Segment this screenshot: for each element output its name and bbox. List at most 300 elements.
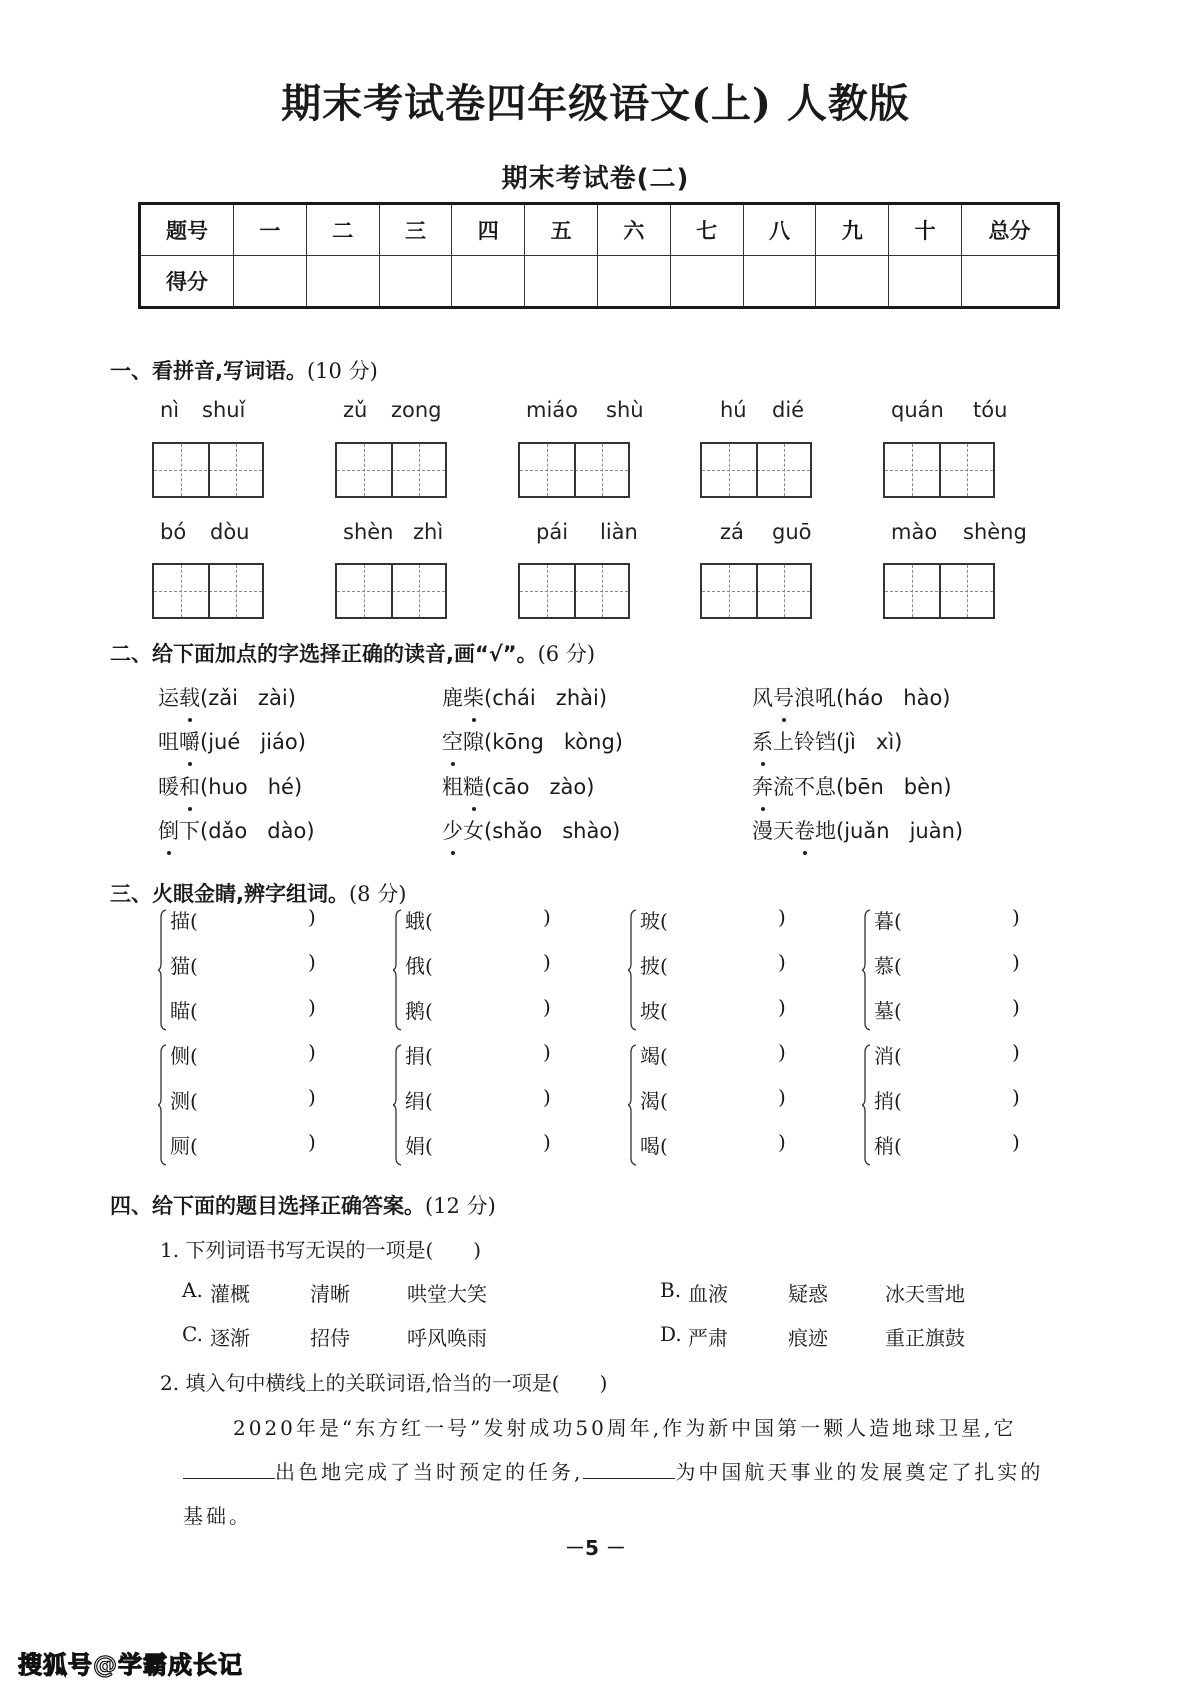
paren: ( <box>200 775 209 799</box>
character: 描 <box>170 909 190 933</box>
pinyin-syllable: shù <box>606 398 644 422</box>
passage-text-2a: 出色地完成了当时预定的任务, <box>275 1460 584 1484</box>
close-paren: ) <box>308 995 316 1019</box>
character: 捎 <box>874 1089 894 1113</box>
section1-title: 一、看拼音,写词语。 <box>110 359 307 383</box>
open-paren: ( <box>425 1134 433 1158</box>
column-header: 一 <box>234 204 307 256</box>
option-word: 重正旗鼓 <box>885 1326 965 1350</box>
grid-guide-line <box>208 444 210 496</box>
char-word-row[interactable] <box>640 995 786 1024</box>
section3-points: (8 分) <box>348 882 407 906</box>
spacer <box>536 686 556 710</box>
paren: ) <box>306 819 315 843</box>
reading-item <box>158 682 296 712</box>
close-paren: ) <box>778 1130 786 1154</box>
character: 渴 <box>640 1089 660 1113</box>
score-cell[interactable] <box>816 256 889 308</box>
option-label: B. <box>660 1278 682 1302</box>
option-word: 逐渐 <box>210 1326 250 1350</box>
option-label: D. <box>660 1322 682 1346</box>
paren: ( <box>484 686 493 710</box>
pinyin-option-2[interactable]: jiáo <box>260 730 298 754</box>
open-paren: ( <box>660 909 668 933</box>
dotted-character: 糙 <box>463 771 484 801</box>
open-paren: ( <box>660 1089 668 1113</box>
column-header: 七 <box>670 204 743 256</box>
pinyin-syllable: hú <box>720 398 747 422</box>
dotted-character: 奔 <box>752 771 773 801</box>
open-paren: ( <box>190 1044 198 1068</box>
open-paren: ( <box>425 1089 433 1113</box>
pinyin-syllable: zhì <box>413 520 444 544</box>
score-cell-total[interactable] <box>962 256 1059 308</box>
character: 猫 <box>170 954 190 978</box>
pinyin-syllable: liàn <box>600 520 638 544</box>
question2-passage-line1: 2020年是“东方红一号”发射成功50周年,作为新中国第一颗人造地球卫星,它 <box>233 1416 1017 1440</box>
question2-stem: 2. 填入句中横线上的关联词语,恰当的一项是( ) <box>160 1371 608 1395</box>
dotted-character: 柴 <box>463 682 484 712</box>
passage-text-2b: 为中国航天事业的发展奠定了扎实的 <box>675 1460 1044 1484</box>
reading-item <box>158 815 315 845</box>
pinyin-syllable: pái <box>536 520 569 544</box>
spacer <box>884 775 904 799</box>
char-group <box>628 1040 828 1170</box>
close-paren: ) <box>308 1040 316 1064</box>
char-word-row[interactable] <box>874 1085 1020 1114</box>
open-paren: ( <box>425 999 433 1023</box>
close-paren: ) <box>1012 905 1020 929</box>
char-word-row[interactable] <box>874 950 1020 979</box>
writing-grid[interactable] <box>883 563 995 619</box>
spacer <box>883 686 903 710</box>
open-paren: ( <box>894 909 902 933</box>
score-cell[interactable] <box>306 256 379 308</box>
pinyin-option-1[interactable]: chái <box>492 686 536 710</box>
option-word: 呼风唤雨 <box>407 1326 487 1350</box>
close-paren: ) <box>1012 1130 1020 1154</box>
character: 坡 <box>640 999 660 1023</box>
section4-heading <box>110 1190 496 1220</box>
pinyin-option-2[interactable]: hào <box>903 686 943 710</box>
paren: ( <box>836 730 845 754</box>
score-cell[interactable] <box>379 256 452 308</box>
char-word-row[interactable] <box>640 950 786 979</box>
page-title: 期末考试卷四年级语文(上) 人教版 <box>281 80 910 127</box>
column-header: 八 <box>743 204 816 256</box>
open-paren: ( <box>190 999 198 1023</box>
word-suffix: 隙 <box>463 730 484 754</box>
close-paren: ) <box>308 905 316 929</box>
character: 蛾 <box>405 909 425 933</box>
paren: ( <box>200 730 209 754</box>
section4-points: (12 分) <box>425 1194 496 1218</box>
reading-item <box>442 726 623 756</box>
pinyin-syllable: miáo <box>526 398 579 422</box>
option-word: 严肃 <box>688 1326 728 1350</box>
writing-grid[interactable] <box>335 442 447 498</box>
pinyin-option-1[interactable]: juǎn <box>844 819 890 843</box>
char-word-row[interactable] <box>874 1130 1020 1159</box>
word-prefix: 暖 <box>158 775 179 799</box>
reading-item <box>752 815 963 845</box>
score-cell[interactable] <box>452 256 525 308</box>
spacer <box>542 819 562 843</box>
writing-grid[interactable] <box>518 442 630 498</box>
close-paren: ) <box>308 950 316 974</box>
question1-stem: 1. 下列词语书写无误的一项是( ) <box>160 1238 482 1262</box>
pinyin-option-2[interactable]: dào <box>267 819 307 843</box>
close-paren: ) <box>543 995 551 1019</box>
section2-points: (6 分) <box>537 642 596 666</box>
character: 绢 <box>405 1089 425 1113</box>
char-word-row[interactable] <box>640 1040 786 1069</box>
pinyin-syllable: tóu <box>973 398 1008 422</box>
char-word-row[interactable] <box>405 995 551 1024</box>
word-prefix: 咀 <box>158 730 179 754</box>
char-word-row[interactable] <box>640 905 786 934</box>
writing-grid[interactable] <box>335 563 447 619</box>
close-paren: ) <box>308 1130 316 1154</box>
grid-guide-line <box>939 444 941 496</box>
pinyin-syllable: zá <box>720 520 744 544</box>
column-header: 六 <box>597 204 670 256</box>
option-label: C. <box>182 1322 203 1346</box>
character: 慕 <box>874 954 894 978</box>
brace-icon <box>393 909 403 1031</box>
score-cell[interactable] <box>525 256 598 308</box>
column-header: 十 <box>889 204 962 256</box>
char-group <box>158 905 358 1035</box>
paren: ) <box>943 775 952 799</box>
char-word-row[interactable] <box>170 1085 316 1114</box>
word-suffix: 浪吼 <box>794 686 836 710</box>
char-word-row[interactable] <box>640 1130 786 1159</box>
spacer <box>240 730 260 754</box>
open-paren: ( <box>425 909 433 933</box>
watermark: 搜狐号@学霸成长记 <box>18 1651 243 1679</box>
reading-item <box>752 726 902 756</box>
pinyin-option-2[interactable]: juàn <box>909 819 955 843</box>
score-cell[interactable] <box>597 256 670 308</box>
close-paren: ) <box>1012 1040 1020 1064</box>
char-word-row[interactable] <box>405 950 551 979</box>
character: 侧 <box>170 1044 190 1068</box>
dotted-character: 嚼 <box>179 726 200 756</box>
option-word: 清晰 <box>310 1282 350 1306</box>
paren: ( <box>484 775 493 799</box>
paren: ( <box>836 775 845 799</box>
char-word-row[interactable] <box>170 1040 316 1069</box>
spacer <box>856 730 876 754</box>
open-paren: ( <box>894 999 902 1023</box>
pinyin-option-1[interactable]: dǎo <box>208 819 248 843</box>
paren: ( <box>484 730 493 754</box>
pinyin-option-2[interactable]: zhài <box>555 686 599 710</box>
option-d[interactable] <box>660 1322 1040 1350</box>
dotted-character: 少 <box>442 815 463 845</box>
dotted-character: 号 <box>773 682 794 712</box>
char-group <box>158 1040 358 1170</box>
character: 娟 <box>405 1134 425 1158</box>
close-paren: ) <box>1012 950 1020 974</box>
section2-title: 二、给下面加点的字选择正确的读音,画“√”。 <box>110 642 538 666</box>
character: 披 <box>640 954 660 978</box>
char-word-row[interactable] <box>170 905 316 934</box>
score-cell[interactable] <box>234 256 307 308</box>
char-word-row[interactable] <box>170 950 316 979</box>
section1-heading <box>110 355 378 385</box>
pinyin-option-1[interactable]: jì <box>844 730 856 754</box>
paren: ) <box>586 775 595 799</box>
column-header: 三 <box>379 204 452 256</box>
char-word-row[interactable] <box>405 905 551 934</box>
pinyin-option-2[interactable]: hé <box>267 775 294 799</box>
close-paren: ) <box>778 905 786 929</box>
character: 厕 <box>170 1134 190 1158</box>
page-number: －5 － <box>565 1536 626 1560</box>
brace-icon <box>158 909 168 1031</box>
option-word: 冰天雪地 <box>885 1282 965 1306</box>
spacer <box>529 775 549 799</box>
grid-guide-line <box>756 565 758 617</box>
pinyin-syllable: zǔ <box>343 398 368 422</box>
spacer <box>544 730 564 754</box>
pinyin-option-1[interactable]: shǎo <box>492 819 543 843</box>
option-word: 血液 <box>688 1282 728 1306</box>
option-word: 痕迹 <box>788 1326 828 1350</box>
paren: ) <box>297 730 306 754</box>
brace-icon <box>862 1044 872 1166</box>
spacer <box>238 686 258 710</box>
character: 玻 <box>640 909 660 933</box>
close-paren: ) <box>778 1040 786 1064</box>
char-word-row[interactable] <box>640 1085 786 1114</box>
paren: ) <box>942 686 951 710</box>
pinyin-syllable: zong <box>391 398 442 422</box>
paren: ( <box>836 819 845 843</box>
reading-item <box>442 771 594 801</box>
option-word: 疑惑 <box>788 1282 828 1306</box>
dotted-character: 和 <box>179 771 200 801</box>
pinyin-option-1[interactable]: háo <box>844 686 884 710</box>
char-group <box>862 1040 1062 1170</box>
close-paren: ) <box>543 950 551 974</box>
column-header: 二 <box>306 204 379 256</box>
pinyin-syllable: shèn <box>343 520 394 544</box>
word-prefix: 粗 <box>442 775 463 799</box>
row-label-question-number: 题号 <box>140 204 234 256</box>
column-header: 四 <box>452 204 525 256</box>
pinyin-syllable: dòu <box>210 520 250 544</box>
score-cell[interactable] <box>889 256 962 308</box>
pinyin-option-1[interactable]: huo <box>208 775 248 799</box>
reading-item <box>442 815 620 845</box>
grid-guide-line <box>208 565 210 617</box>
answer-blank-2[interactable] <box>583 1460 675 1479</box>
writing-grid[interactable] <box>152 442 264 498</box>
pinyin-syllable: guō <box>772 520 812 544</box>
writing-grid[interactable] <box>700 563 812 619</box>
close-paren: ) <box>778 950 786 974</box>
character: 俄 <box>405 954 425 978</box>
char-word-row[interactable] <box>874 905 1020 934</box>
grid-guide-line <box>391 565 393 617</box>
pinyin-option-2[interactable]: kòng <box>563 730 615 754</box>
pinyin-option-1[interactable]: bēn <box>844 775 884 799</box>
spacer <box>890 819 910 843</box>
reading-item <box>442 682 607 712</box>
grid-guide-line <box>574 565 576 617</box>
score-cell[interactable] <box>670 256 743 308</box>
word-suffix: 地 <box>815 819 836 843</box>
char-word-row[interactable] <box>170 995 316 1024</box>
word-suffix: 流不息 <box>773 775 836 799</box>
score-cell[interactable] <box>743 256 816 308</box>
dotted-character: 载 <box>179 682 200 712</box>
close-paren: ) <box>543 1040 551 1064</box>
paren: ( <box>200 819 209 843</box>
open-paren: ( <box>894 954 902 978</box>
reading-item <box>752 682 951 712</box>
character: 瞄 <box>170 999 190 1023</box>
word-prefix: 风 <box>752 686 773 710</box>
grid-guide-line <box>391 444 393 496</box>
char-group <box>628 905 828 1035</box>
column-header-total: 总分 <box>962 204 1059 256</box>
character: 消 <box>874 1044 894 1068</box>
paren: ) <box>287 686 296 710</box>
pinyin-option-1[interactable]: cāo <box>492 775 530 799</box>
char-group <box>393 905 593 1035</box>
exam-subtitle: 期末考试卷(二) <box>501 164 690 194</box>
close-paren: ) <box>543 905 551 929</box>
spacer <box>248 775 268 799</box>
character: 稍 <box>874 1134 894 1158</box>
paren: ) <box>293 775 303 799</box>
writing-grid[interactable] <box>700 442 812 498</box>
pinyin-syllable: bó <box>160 520 187 544</box>
open-paren: ( <box>190 1134 198 1158</box>
open-paren: ( <box>190 909 198 933</box>
character: 墓 <box>874 999 894 1023</box>
brace-icon <box>862 909 872 1031</box>
option-b[interactable] <box>660 1278 1040 1306</box>
brace-icon <box>393 1044 403 1166</box>
paren: ( <box>836 686 845 710</box>
open-paren: ( <box>894 1134 902 1158</box>
open-paren: ( <box>660 954 668 978</box>
character: 捐 <box>405 1044 425 1068</box>
brace-icon <box>628 909 638 1031</box>
paren: ) <box>598 686 608 710</box>
pinyin-option-2[interactable]: xì <box>875 730 895 754</box>
char-word-row[interactable] <box>874 1040 1020 1069</box>
open-paren: ( <box>660 1134 668 1158</box>
close-paren: ) <box>778 1085 786 1109</box>
writing-grid[interactable] <box>883 442 995 498</box>
character: 竭 <box>640 1044 660 1068</box>
word-suffix: 下 <box>179 819 200 843</box>
paren: ( <box>200 686 209 710</box>
pinyin-option-1[interactable]: jué <box>208 730 241 754</box>
pinyin-option-2[interactable]: zào <box>549 775 587 799</box>
open-paren: ( <box>894 1044 902 1068</box>
question2-passage-line3: 基础。 <box>183 1504 252 1528</box>
char-word-row[interactable] <box>874 995 1020 1024</box>
pinyin-option-2[interactable]: bèn <box>903 775 944 799</box>
brace-icon <box>628 1044 638 1166</box>
option-c[interactable] <box>182 1322 562 1350</box>
option-word: 灌概 <box>210 1282 250 1306</box>
grid-guide-line <box>574 444 576 496</box>
pinyin-syllable: quán <box>891 398 944 422</box>
dotted-character: 倒 <box>158 815 179 845</box>
char-word-row[interactable] <box>405 1130 551 1159</box>
char-word-row[interactable] <box>405 1040 551 1069</box>
reading-item <box>752 771 952 801</box>
paren: ) <box>954 819 964 843</box>
grid-guide-line <box>756 444 758 496</box>
option-word: 招侍 <box>310 1326 350 1350</box>
brace-icon <box>158 1044 168 1166</box>
column-header: 五 <box>525 204 598 256</box>
char-group <box>393 1040 593 1170</box>
open-paren: ( <box>894 1089 902 1113</box>
open-paren: ( <box>425 954 433 978</box>
section4-title: 四、给下面的题目选择正确答案。 <box>110 1194 425 1218</box>
pinyin-option-2[interactable]: zài <box>257 686 288 710</box>
char-word-row[interactable] <box>170 1130 316 1159</box>
paren: ) <box>612 819 621 843</box>
pinyin-option-1[interactable]: zǎi <box>208 686 238 710</box>
char-group <box>862 905 1062 1035</box>
character: 喝 <box>640 1134 660 1158</box>
pinyin-syllable: shèng <box>963 520 1027 544</box>
dotted-character: 卷 <box>794 815 815 845</box>
pinyin-syllable: nì <box>160 398 180 422</box>
close-paren: ) <box>543 1130 551 1154</box>
answer-blank-1[interactable] <box>183 1460 275 1479</box>
column-header: 九 <box>816 204 889 256</box>
section2-heading <box>110 638 595 668</box>
open-paren: ( <box>190 954 198 978</box>
writing-grid[interactable] <box>518 563 630 619</box>
close-paren: ) <box>778 995 786 1019</box>
close-paren: ) <box>308 1085 316 1109</box>
option-label: A. <box>182 1278 203 1302</box>
option-word: 哄堂大笑 <box>407 1282 487 1306</box>
word-prefix: 运 <box>158 686 179 710</box>
pinyin-option-2[interactable]: shào <box>562 819 613 843</box>
reading-item <box>158 771 302 801</box>
dotted-character: 系 <box>752 726 773 756</box>
reading-item <box>158 726 306 756</box>
open-paren: ( <box>660 1044 668 1068</box>
close-paren: ) <box>1012 995 1020 1019</box>
option-a[interactable] <box>182 1278 562 1306</box>
paren: ) <box>894 730 903 754</box>
character: 鹅 <box>405 999 425 1023</box>
pinyin-option-1[interactable]: kōng <box>492 730 544 754</box>
char-word-row[interactable] <box>405 1085 551 1114</box>
open-paren: ( <box>660 999 668 1023</box>
pinyin-syllable: dié <box>772 398 805 422</box>
question2-passage-line2 <box>183 1456 1043 1485</box>
word-suffix: 女 <box>463 819 484 843</box>
writing-grid[interactable] <box>152 563 264 619</box>
word-prefix: 漫天 <box>752 819 794 843</box>
